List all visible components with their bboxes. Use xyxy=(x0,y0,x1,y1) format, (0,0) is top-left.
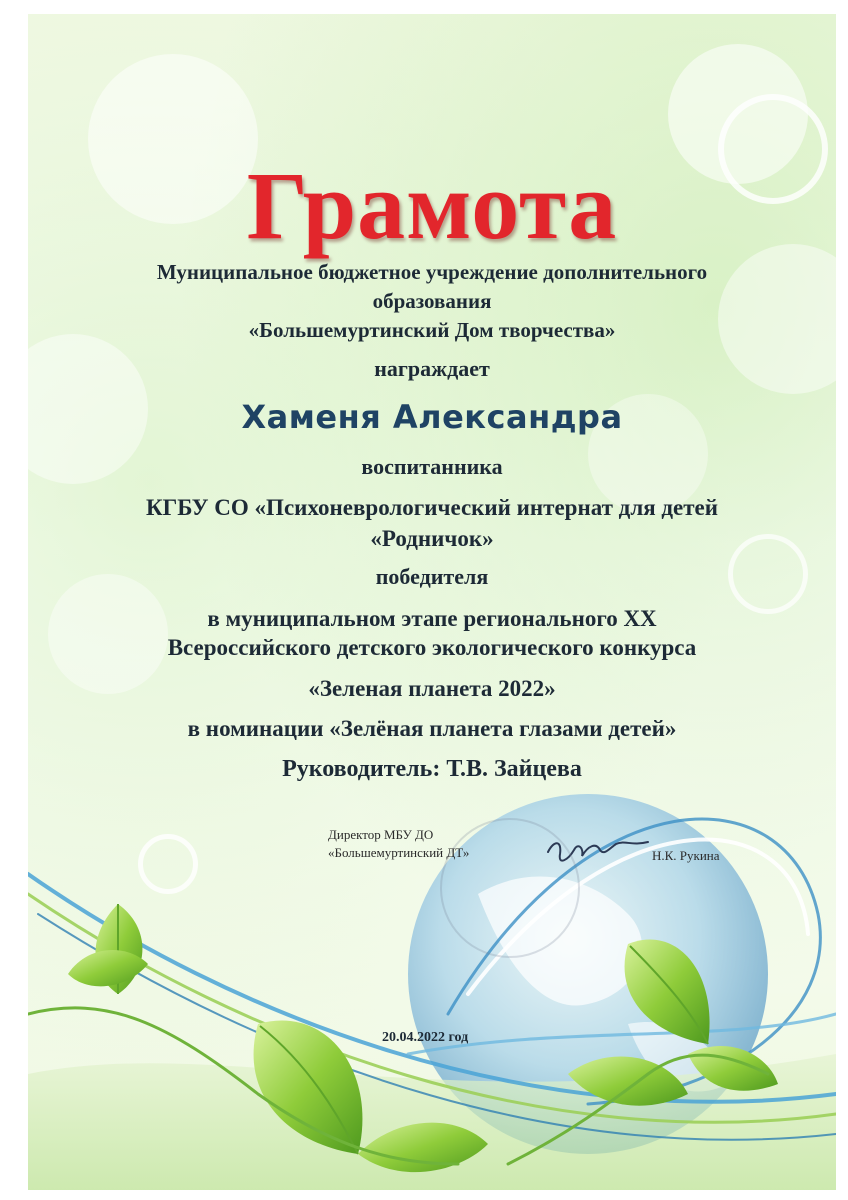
issue-date: 20.04.2022 год xyxy=(382,1030,469,1045)
signatory-role-line: Директор МБУ ДО xyxy=(328,827,434,842)
contest-stage xyxy=(28,604,836,662)
organization-line: образования xyxy=(372,289,492,313)
certificate-title: Грамота xyxy=(246,152,618,259)
recipient-role: воспитанника xyxy=(361,454,503,479)
institution-name xyxy=(28,492,836,554)
nomination: в номинации «Зелёная планета глазами детей» xyxy=(187,716,677,741)
signatory-name: Н.К. Рукина xyxy=(652,848,720,863)
institution-line: «Родничок» xyxy=(370,526,494,551)
award-status: победителя xyxy=(375,564,489,589)
stage-line: Всероссийского детского экологического конкурса xyxy=(167,635,697,660)
signatory-role-line: «Большемуртинский ДТ» xyxy=(328,845,470,860)
organization-line: Муниципальное бюджетное учреждение дополнительного xyxy=(156,260,708,284)
institution-line: КГБУ СО «Психоневрологический интернат для детей xyxy=(145,495,719,520)
stage-line: в муниципальном этапе регионального XX xyxy=(207,606,657,631)
leader-name: Руководитель: Т.В. Зайцева xyxy=(282,756,582,782)
recipient-name: Хаменя Александра xyxy=(241,398,623,436)
signatory-role xyxy=(328,826,469,862)
certificate-sheet xyxy=(28,14,836,1190)
organization-name xyxy=(28,258,836,345)
leaf-icon xyxy=(68,950,148,986)
contest-name: «Зеленая планета 2022» xyxy=(308,676,556,701)
awards-verb: награждает xyxy=(374,356,490,381)
organization-line: «Большемуртинский Дом творчества» xyxy=(248,318,616,342)
